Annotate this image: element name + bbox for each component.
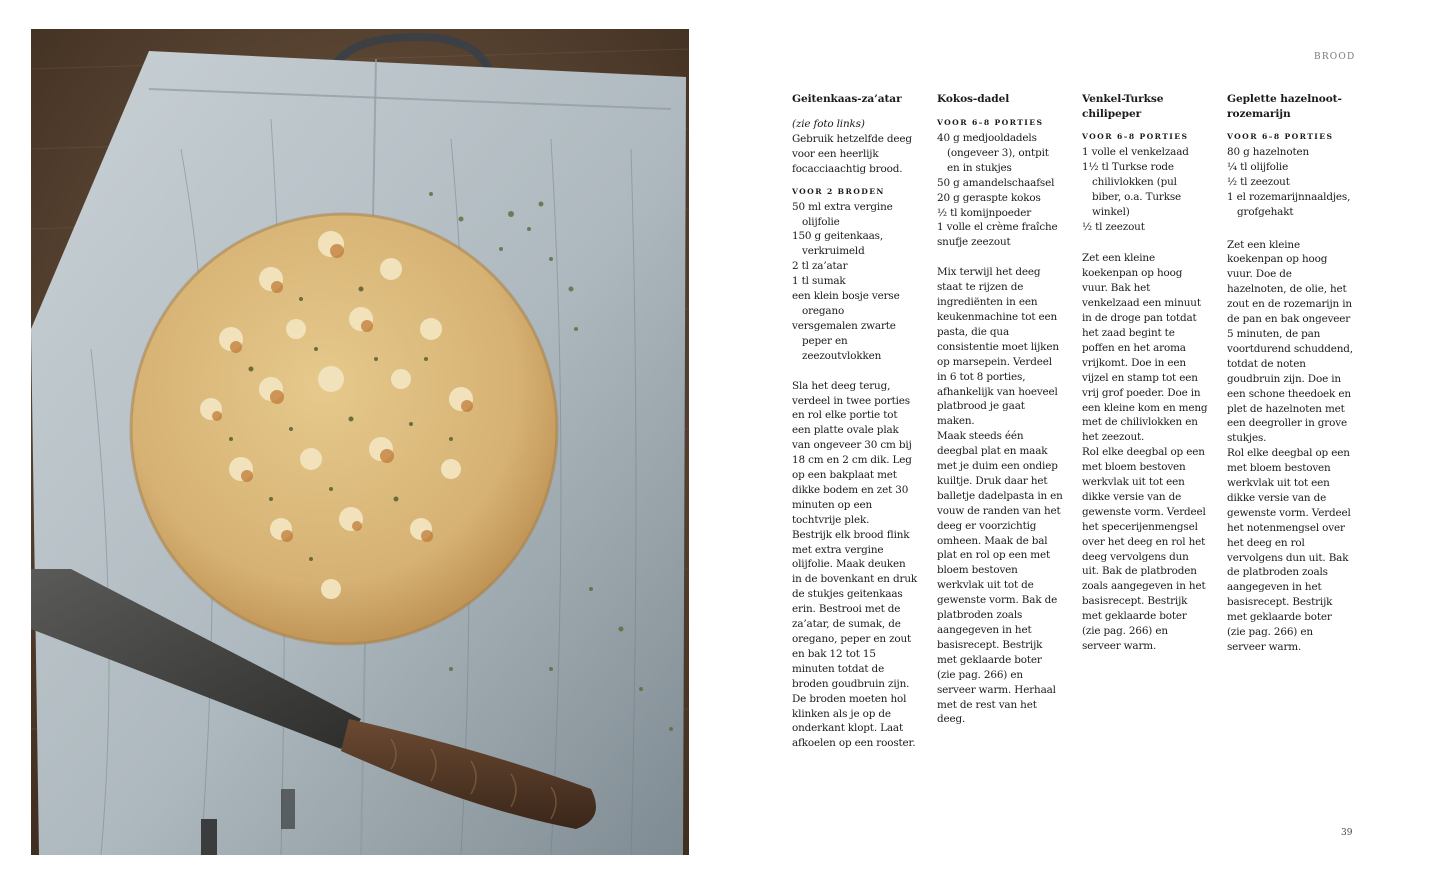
method-paragraph: Zet een kleine koekenpan op hoog vuur. Bak het venkelzaad een minuut in de droge pan totdat het zaad begint te poffen en het aroma vrijkomt. Doe in een vijzel en stamp tot een vrij grof poeder. Doe in een kleine kom en meng met de chilivlokken en het zeezout. xyxy=(1082,252,1208,444)
board-bracket-right xyxy=(281,789,295,829)
ingredient-item: 80 g hazelnoten xyxy=(1227,146,1310,158)
ingredient-item: ½ tl zeezout xyxy=(1082,220,1145,233)
ingredient-item: ½ tl komijnpoeder xyxy=(937,206,1032,219)
recipe-method xyxy=(792,379,918,752)
ingredient-item: 20 g geraspte kokos xyxy=(937,191,1041,204)
method-paragraph: Sla het deeg terug, verdeel in twee porties en rol elke portie tot een platte ovale plak van ongeveer 30 cm bij 18 cm en 2 cm dik. Leg op een bakplaat met dikke bodem en zet 30 minuten op een tochtvrije plek. xyxy=(792,379,912,526)
servings-label: VOOR 6–8 PORTIES xyxy=(1082,132,1189,141)
flatbread-photo xyxy=(31,29,689,855)
servings-label: VOOR 2 BRODEN xyxy=(792,186,885,196)
recipe-intro: Gebruik hetzelfde deeg voor een heerlijk focacciaachtig brood. xyxy=(792,132,912,175)
recipe-venkel-turkse-chilipeper xyxy=(1082,92,1208,654)
servings-label: VOOR 6–8 PORTIES xyxy=(937,118,1044,127)
recipe-title: Geitenkaas-za’atar xyxy=(792,93,902,105)
page-number: 39 xyxy=(1341,828,1353,838)
ingredient-list xyxy=(1082,145,1208,234)
method-paragraph: Maak steeds één deegbal plat en maak met je duim een ondiep kuiltje. Druk daar het balletje dadelpasta in en vouw de randen van het deeg er voorzichtig omheen. Maak de bal plat en rol op een met bloem bestoven werkvlak uit tot de gewenste vorm. Bak de platbroden zoals aangegeven in het basisrecept. Bestrijk met geklaarde boter (zie pag. 266) en serveer warm. Herhaal met de rest van het deeg. xyxy=(937,430,1063,726)
ingredient-item: 1 tl sumak xyxy=(792,275,846,288)
ingredient-item: 150 g geitenkaas, verkruimeld xyxy=(792,230,884,258)
ingredient-item: 1 volle el venkelzaad xyxy=(1082,146,1189,158)
method-paragraph: Zet een kleine koekenpan op hoog vuur. Doe de hazelnoten, de olie, het zout en de rozemarijn in de pan en bak ongeveer 5 minuten, de pan voortdurend schuddend, totdat de noten goudbruin zijn. Doe in een schone theedoek en plet de hazelnoten met een deegroller in grove stukjes. xyxy=(1227,238,1353,445)
ingredient-item: 1½ tl Turkse rode chilivlokken (pul biber, o.a. Turkse winkel) xyxy=(1082,160,1182,218)
ingredient-item: een klein bosje verse oregano xyxy=(792,290,900,317)
method-paragraph: Rol elke deegbal op een met bloem bestoven werkvlak uit tot een dikke versie van de gewenste vorm. Verdeel het specerijenmengsel over het deeg en rol het deeg vervolgens dun uit. Bak de platbroden zoals aangegeven in het basisrecept. Bestrijk met geklaarde boter (zie pag. 266) en serveer warm. xyxy=(1082,446,1206,652)
ingredient-item: snufje zeezout xyxy=(937,236,1011,249)
section-label: BROOD xyxy=(1314,52,1356,62)
ingredient-item: ¼ tl olijfolie xyxy=(1227,160,1289,173)
ingredient-item: 50 ml extra vergine olijfolie xyxy=(792,200,893,228)
ingredient-list xyxy=(792,200,918,364)
ingredient-list xyxy=(1227,145,1353,220)
recipe-title: Kokos-dadel xyxy=(937,93,1010,105)
recipe-kokos-dadel xyxy=(937,92,1063,727)
photo-note: (zie foto links) xyxy=(792,118,865,130)
ingredient-list xyxy=(937,131,1063,250)
recipe-geitenkaas-zaatar xyxy=(792,92,918,751)
board-bracket-left xyxy=(201,819,217,855)
recipe-method xyxy=(937,265,1063,727)
recipe-method xyxy=(1227,238,1353,655)
ingredient-item: ½ tl zeezout xyxy=(1227,175,1290,188)
recipe-geplette-hazelnoot-rozemarijn xyxy=(1227,92,1353,655)
recipe-method xyxy=(1082,251,1208,653)
ingredient-item: 1 el rozemarijnnaaldjes, grofgehakt xyxy=(1227,190,1351,218)
ingredient-item: 2 tl za’atar xyxy=(792,260,848,273)
ingredient-item: versgemalen zwarte peper en zeezoutvlokken xyxy=(792,319,896,362)
ingredient-item: 50 g amandelschaafsel xyxy=(937,176,1055,189)
ingredient-item: 1 volle el crème fraîche xyxy=(937,221,1058,234)
recipe-title: Venkel-Turkse chilipeper xyxy=(1082,93,1164,120)
method-paragraph: Mix terwijl het deeg staat te rijzen de ingrediënten in een keukenmachine tot een pasta, die qua consistentie moet lijken op marsepein. Verdeel in 6 tot 8 porties, afhankelijk van hoeveel platbrood je gaat maken. xyxy=(937,266,1059,428)
ingredient-item: 40 g medjooldadels (ongeveer 3), ontpit en in stukjes xyxy=(937,132,1049,174)
servings-label: VOOR 6–8 PORTIES xyxy=(1227,132,1334,141)
method-paragraph: Rol elke deegbal op een met bloem bestoven werkvlak uit tot een dikke versie van de gewenste vorm. Verdeel het notenmengsel over het deeg en rol vervolgens dun uit. Bak de platbroden zoals aangegeven in het basisrecept. Bestrijk met geklaarde boter (zie pag. 266) en serveer warm. xyxy=(1227,447,1351,653)
recipe-title: Geplette hazelnoot-rozemarijn xyxy=(1227,93,1342,120)
flatbread-illustration xyxy=(31,29,689,855)
method-paragraph: Bestrijk elk brood flink met extra vergine olijfolie. Maak deuken in de bovenkant en druk de stukjes geitenkaas erin. Bestrooi met de za’atar, de sumak, de oregano, peper en zout en bak 12 tot 15 minuten totdat de broden goudbruin zijn. De broden moeten hol klinken als je op de onderkant klopt. Laat afkoelen op een rooster. xyxy=(792,528,918,750)
flatbread xyxy=(131,214,557,644)
